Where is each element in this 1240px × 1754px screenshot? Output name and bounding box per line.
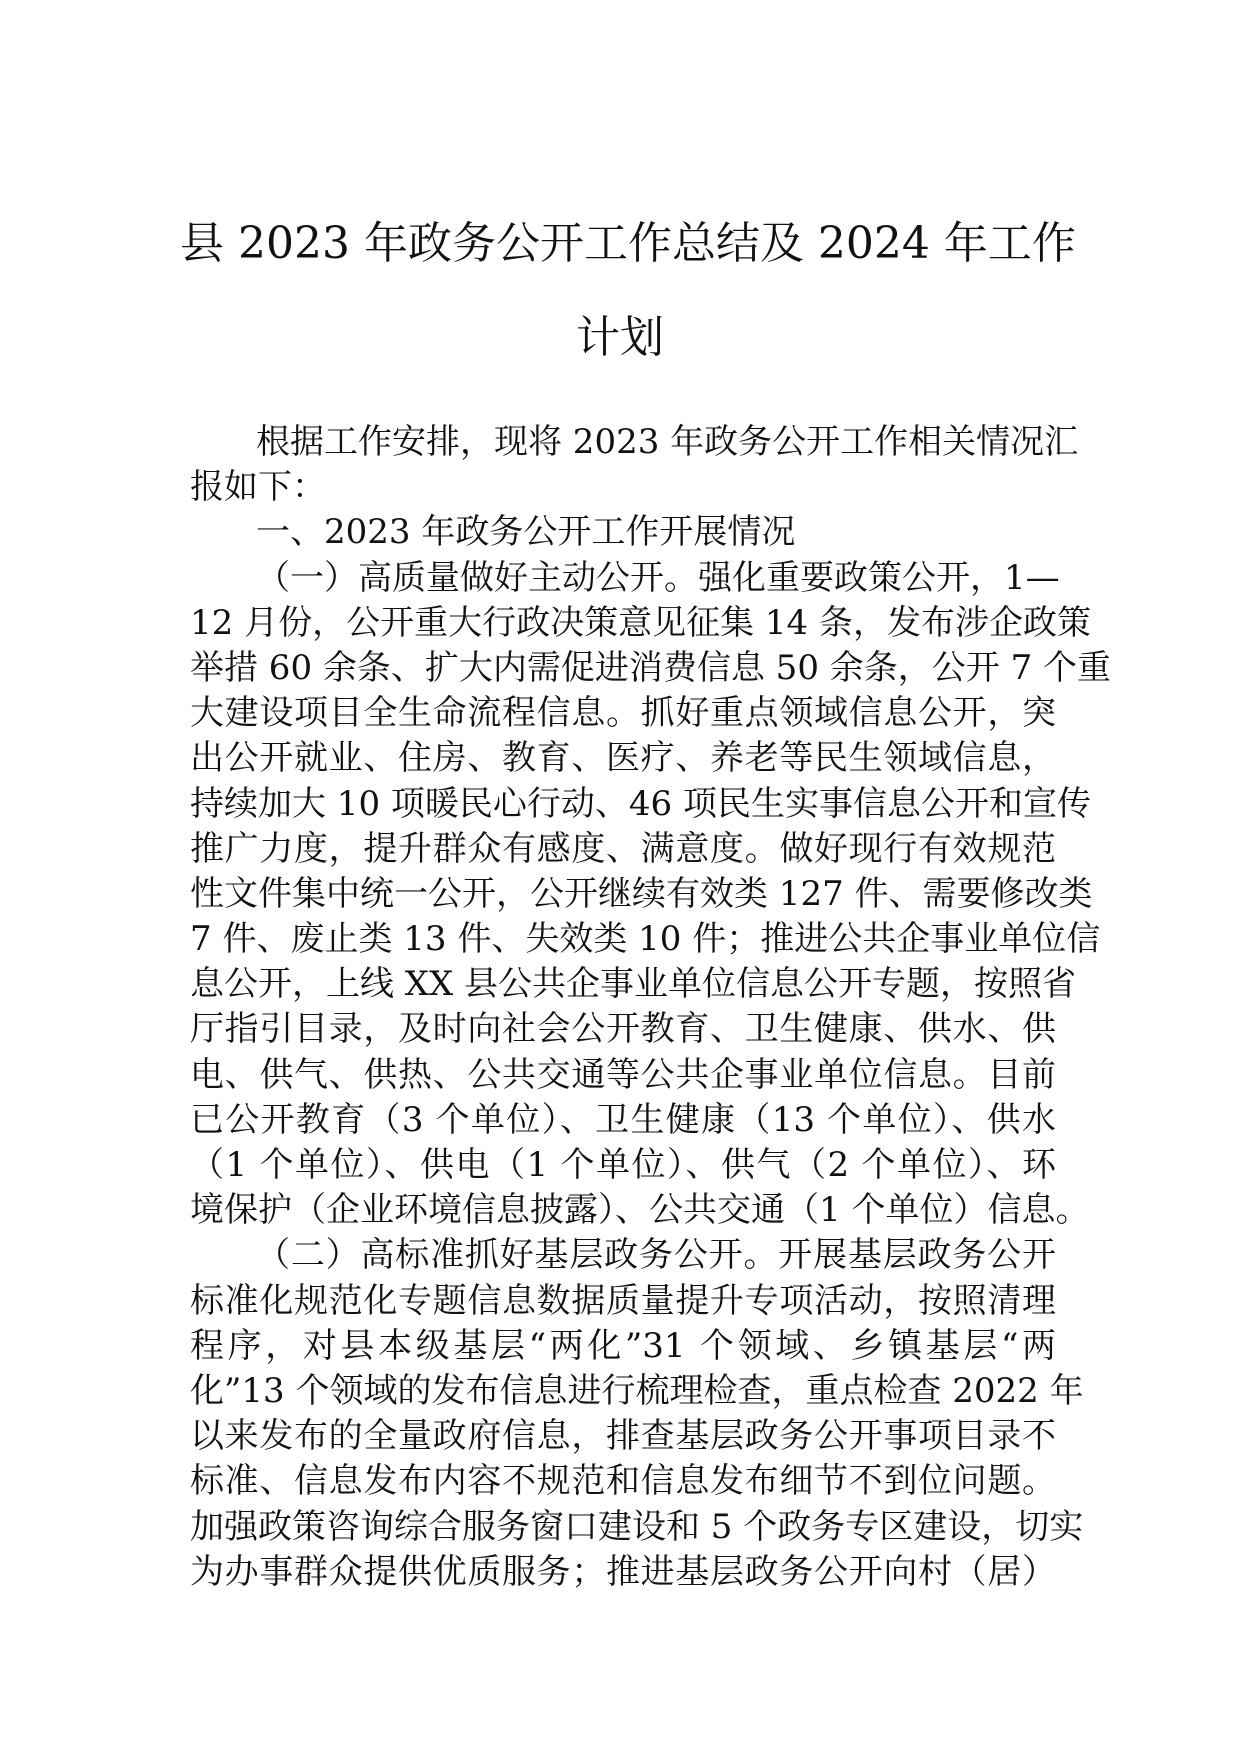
body-line: 根据工作安排，现将 2023 年政务公开工作相关情况汇	[256, 422, 1079, 462]
document-title-line-2: 计划	[576, 312, 664, 363]
body-line: 以来发布的全量政府信息，排查基层政务公开事项目录不	[190, 1416, 1056, 1457]
body-line: 化”13 个领域的发布信息进行梳理检查，重点检查 2022 年	[190, 1370, 1084, 1411]
document-body	[190, 420, 1112, 1595]
body-line: 标准、信息发布内容不规范和信息发布细节不到位问题。	[190, 1461, 1056, 1502]
body-line: 程序，对县本级基层“两化”31 个领域、乡镇基层“两	[190, 1325, 1056, 1366]
body-line: 性文件集中统一公开，公开继续有效类 127 件、需要修改类	[190, 873, 1093, 914]
body-line: 报如下：	[190, 467, 326, 508]
body-line: 境保护（企业环境信息披露）、公共交通（1 个单位）信息。	[190, 1190, 1090, 1231]
document-title-line-1: 县 2023 年政务公开工作总结及 2024 年工作	[180, 218, 1076, 269]
section-heading: 一、2023 年政务公开工作开展情况	[256, 512, 796, 553]
body-line: 推广力度，提升群众有感度、满意度。做好现行有效规范	[190, 828, 1056, 869]
body-line: 大建设项目全生命流程信息。抓好重点领域信息公开，突	[190, 693, 1056, 734]
body-line: 为办事群众提供优质服务；推进基层政务公开向村（居）	[190, 1551, 1056, 1592]
body-line: 出公开就业、住房、教育、医疗、养老等民生领域信息，	[190, 738, 1056, 779]
body-line: 举措 60 余条、扩大内需促进消费信息 50 余条，公开 7 个重	[190, 647, 1112, 688]
body-line: （1 个单位）、供电（1 个单位）、供气（2 个单位）、环	[190, 1145, 1056, 1185]
body-line: 标准化规范化专题信息数据质量提升专项活动，按照清理	[190, 1280, 1056, 1321]
body-line: 12 月份，公开重大行政决策意见征集 14 条，发布涉企政策	[190, 602, 1091, 643]
body-line: 7 件、废止类 13 件、失效类 10 件；推进公共企事业单位信	[190, 919, 1101, 960]
body-line: 已公开教育（3 个单位）、卫生健康（13 个单位）、供水	[190, 1099, 1056, 1140]
body-line: （一）高质量做好主动公开。强化重要政策公开，1—	[256, 557, 1060, 598]
body-line: 加强政策咨询综合服务窗口建设和 5 个政务专区建设，切实	[190, 1506, 1084, 1547]
body-line: 电、供气、供热、公共交通等公共企事业单位信息。目前	[190, 1054, 1056, 1095]
body-line: 息公开，上线 XX 县公共企事业单位信息公开专题，按照省	[190, 964, 1077, 1005]
body-line: 厅指引目录，及时向社会公开教育、卫生健康、供水、供	[190, 1009, 1056, 1050]
body-line: （二）高标准抓好基层政务公开。开展基层政务公开	[256, 1235, 1056, 1276]
body-line: 持续加大 10 项暖民心行动、46 项民生实事信息公开和宣传	[190, 783, 1091, 824]
